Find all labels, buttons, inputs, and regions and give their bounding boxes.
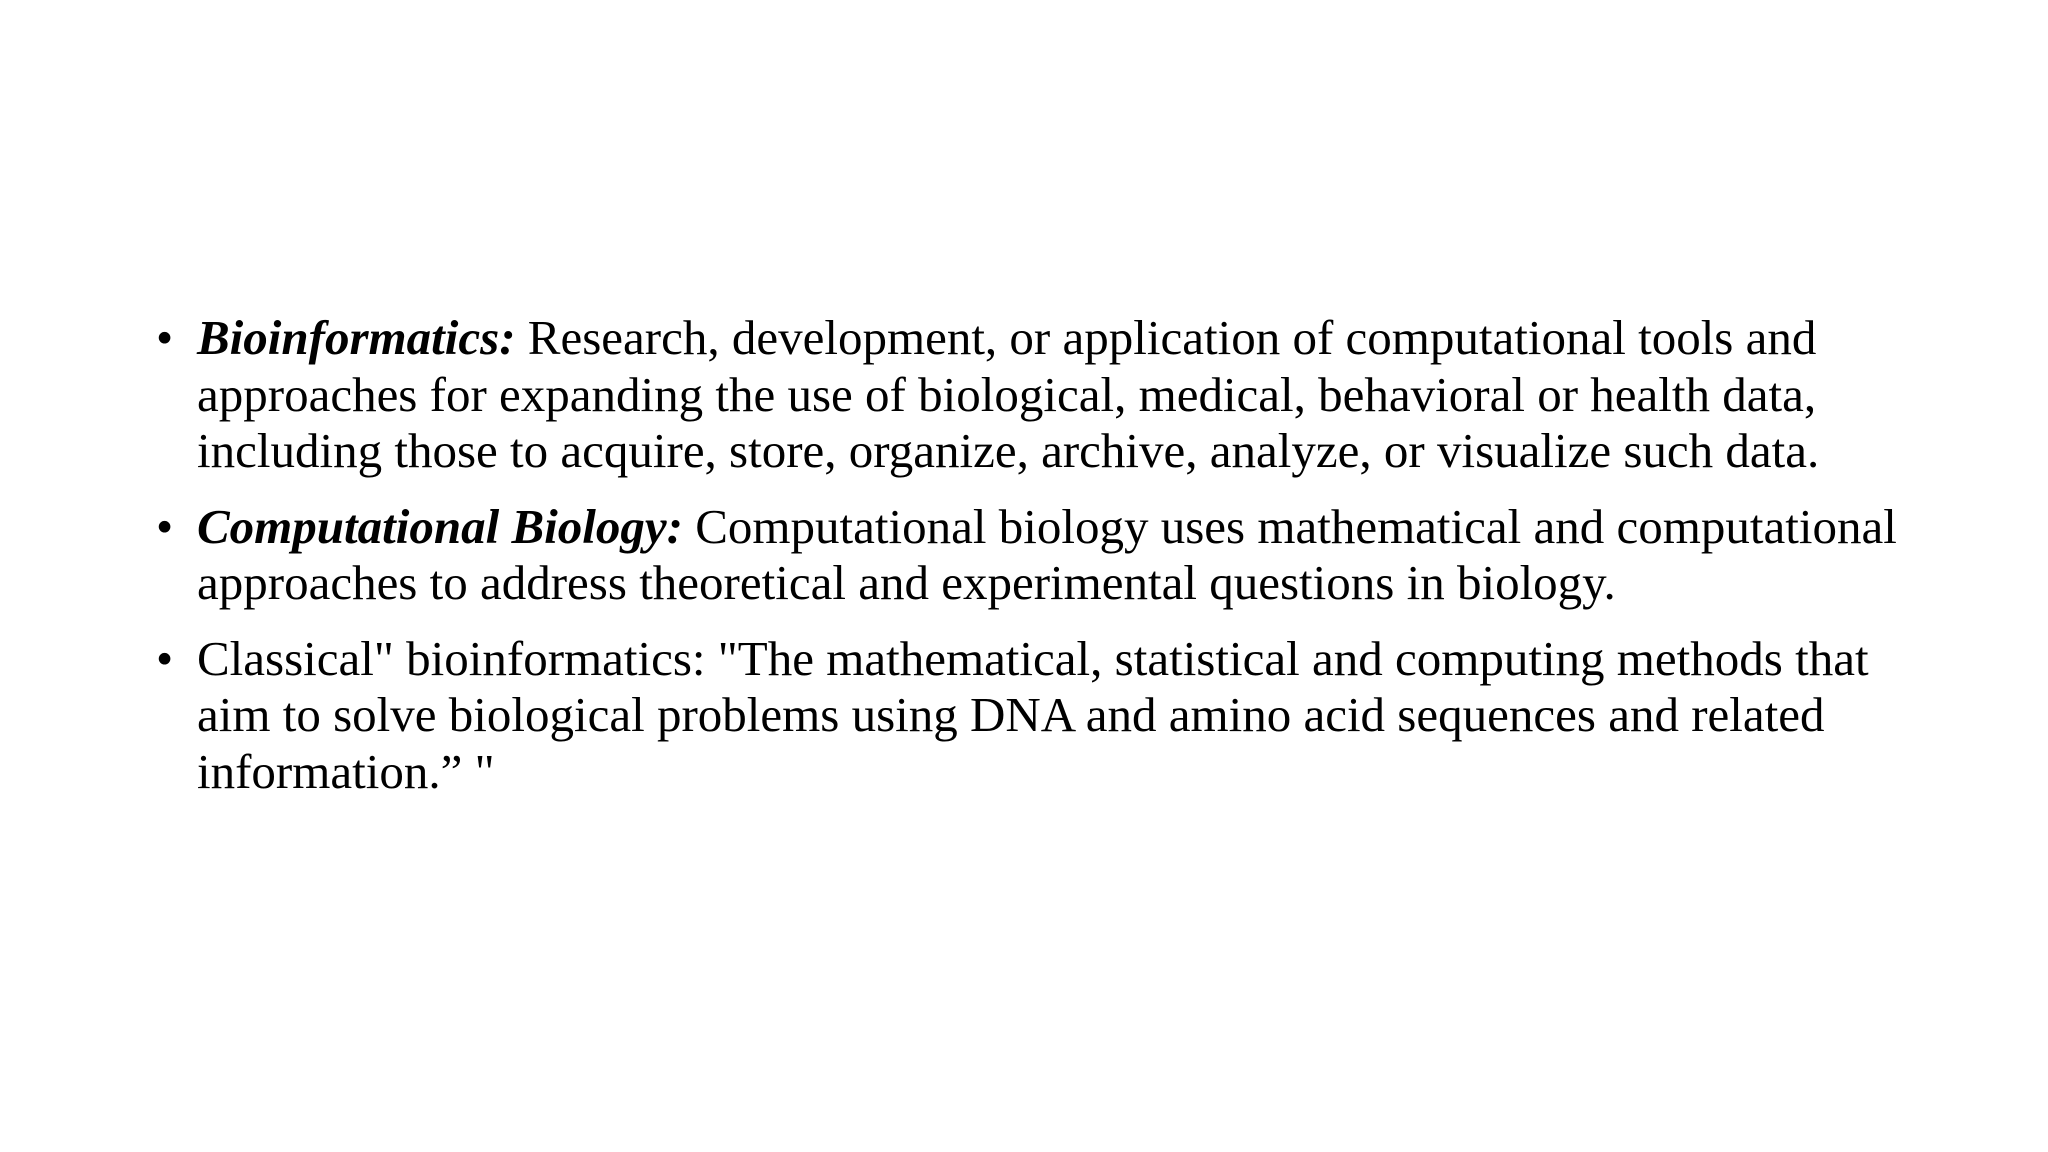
bullet-list [152,310,1912,819]
bullet-term: Computational Biology: [197,498,683,554]
bullet-item-bioinformatics [152,310,1912,480]
bullet-text: Computational biology uses mathematical and computational approaches to address theoretical and experimental questions in biology. [197,498,1897,610]
bullet-marker: • [156,630,174,686]
bullet-term: Bioinformatics: [197,310,516,365]
bullet-marker: • [156,498,174,554]
bullet-text: Research, development, or application of computational tools and approaches for expanding the use of biological, medical, behavioral or health data, including those to acquire, store, organize, archive, analyze, or visualize such data. [197,310,1820,478]
bullet-item-computational-biology [152,499,1912,612]
bullet-marker: • [156,310,174,365]
bullet-text: Classical" bioinformatics: "The mathematical, statistical and computing methods that aim to solve biological problems using DNA and amino acid sequences and related information.” " [197,630,1869,799]
bullet-item-classical-bioinformatics [152,631,1912,801]
